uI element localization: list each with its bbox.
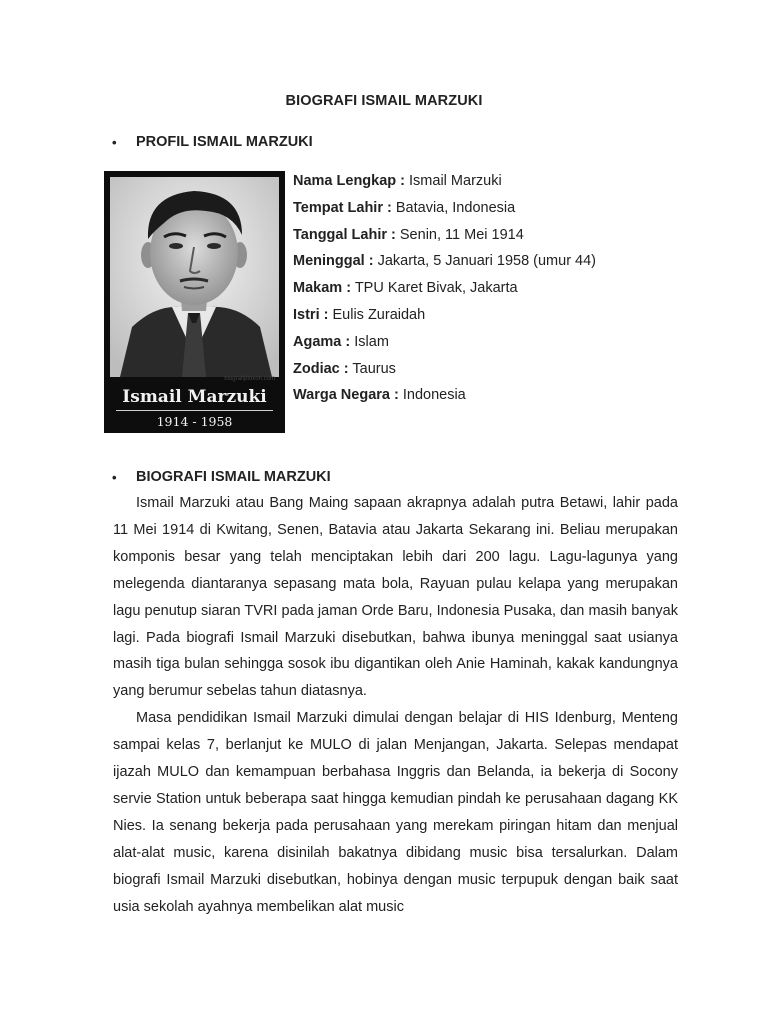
portrait-caption-name: Ismail Marzuki xyxy=(122,387,267,407)
field-label: Tempat Lahir : xyxy=(293,199,392,216)
portrait-watermark: biografiptokoh.com xyxy=(224,376,275,382)
profile-field xyxy=(293,253,596,280)
field-value: Indonesia xyxy=(402,387,466,404)
profile-field xyxy=(293,387,596,414)
field-label: Makam : xyxy=(293,280,352,297)
field-label: Tanggal Lahir : xyxy=(293,226,396,243)
field-value: Jakarta, 5 Januari 1958 (umur 44) xyxy=(377,253,597,270)
portrait-drawing xyxy=(110,177,279,377)
profile-heading-text: PROFIL ISMAIL MARZUKI xyxy=(136,134,313,150)
profile-field xyxy=(293,227,596,254)
field-label: Nama Lengkap : xyxy=(293,173,405,189)
profile-field xyxy=(293,307,596,334)
profile-section-heading xyxy=(112,134,313,150)
field-value: Batavia, Indonesia xyxy=(395,199,516,216)
field-value: TPU Karet Bivak, Jakarta xyxy=(354,280,518,297)
profile-fields xyxy=(293,173,596,414)
bullet: • xyxy=(112,469,117,485)
field-label: Istri : xyxy=(293,306,329,323)
field-label: Agama : xyxy=(293,333,351,350)
field-label: Zodiac : xyxy=(293,360,349,377)
profile-field xyxy=(293,280,596,307)
paragraph: Masa pendidikan Ismail Marzuki dimulai dengan belajar di HIS Idenburg, Menteng sampai kelas 7, berlanjut ke MULO di jalan Menjangan, Jakarta. Selepas mendapat ijazah MULO dan kemampuan berbahasa Inggris dan Belanda, ia bekerja di Socony servie Station untuk beberapa saat hingga kemudian pindah ke perusahaan dagang KK Nies. Ia senang bekerja pada perusahaan yang merekam piringan hitam dan menjual alat-alat music, karena disinilah bakatnya dibidang music bisa tersalurkan. Dalam biografi Ismail Marzuki disebutkan, hobinya dengan music terpupuk dengan baik saat usia sekolah ayahnya membelikan alat music xyxy=(113,710,678,915)
profile-field xyxy=(293,173,596,200)
caption-divider xyxy=(116,410,273,411)
portrait-caption-years: 1914 - 1958 xyxy=(156,414,233,429)
profile-field xyxy=(293,334,596,361)
field-value: Taurus xyxy=(352,360,396,377)
biography-body xyxy=(113,490,678,921)
biography-section-heading xyxy=(112,469,331,485)
bullet: • xyxy=(112,134,117,150)
document-title: BIOGRAFI ISMAIL MARZUKI xyxy=(285,93,483,109)
field-label: Warga Negara : xyxy=(293,387,399,404)
portrait-image xyxy=(104,171,285,433)
field-value: Ismail Marzuki xyxy=(409,173,502,189)
profile-field xyxy=(293,200,596,227)
biography-heading-text: BIOGRAFI ISMAIL MARZUKI xyxy=(136,469,331,485)
field-value: Senin, 11 Mei 1914 xyxy=(399,226,524,243)
field-label: Meninggal : xyxy=(293,253,374,270)
profile-field xyxy=(293,361,596,388)
field-value: Eulis Zuraidah xyxy=(332,306,426,323)
paragraph: Ismail Marzuki atau Bang Maing sapaan akrapnya adalah putra Betawi, lahir pada 11 Mei 1914 di Kwitang, Senen, Batavia atau Jakarta Sekarang ini. Beliau merupakan komponis besar yang telah menciptakan lebih dari 200 lagu. Lagu-lagunya yang melegenda diantaranya sepasang mata bola, Rayuan pulau kelapa yang merupakan lagu penutup siaran TVRI pada jaman Orde Baru, Indonesia Pusaka, dan masih banyak lagi. Pada biografi Ismail Marzuki disebutkan, bahwa ibunya meninggal saat usianya masih tiga bulan sehingga sosok ibu digantikan oleh Anie Haminah, kakak kandungnya yang berumur sebelas tahun diatasnya. xyxy=(113,495,678,700)
field-value: Islam xyxy=(354,333,389,350)
